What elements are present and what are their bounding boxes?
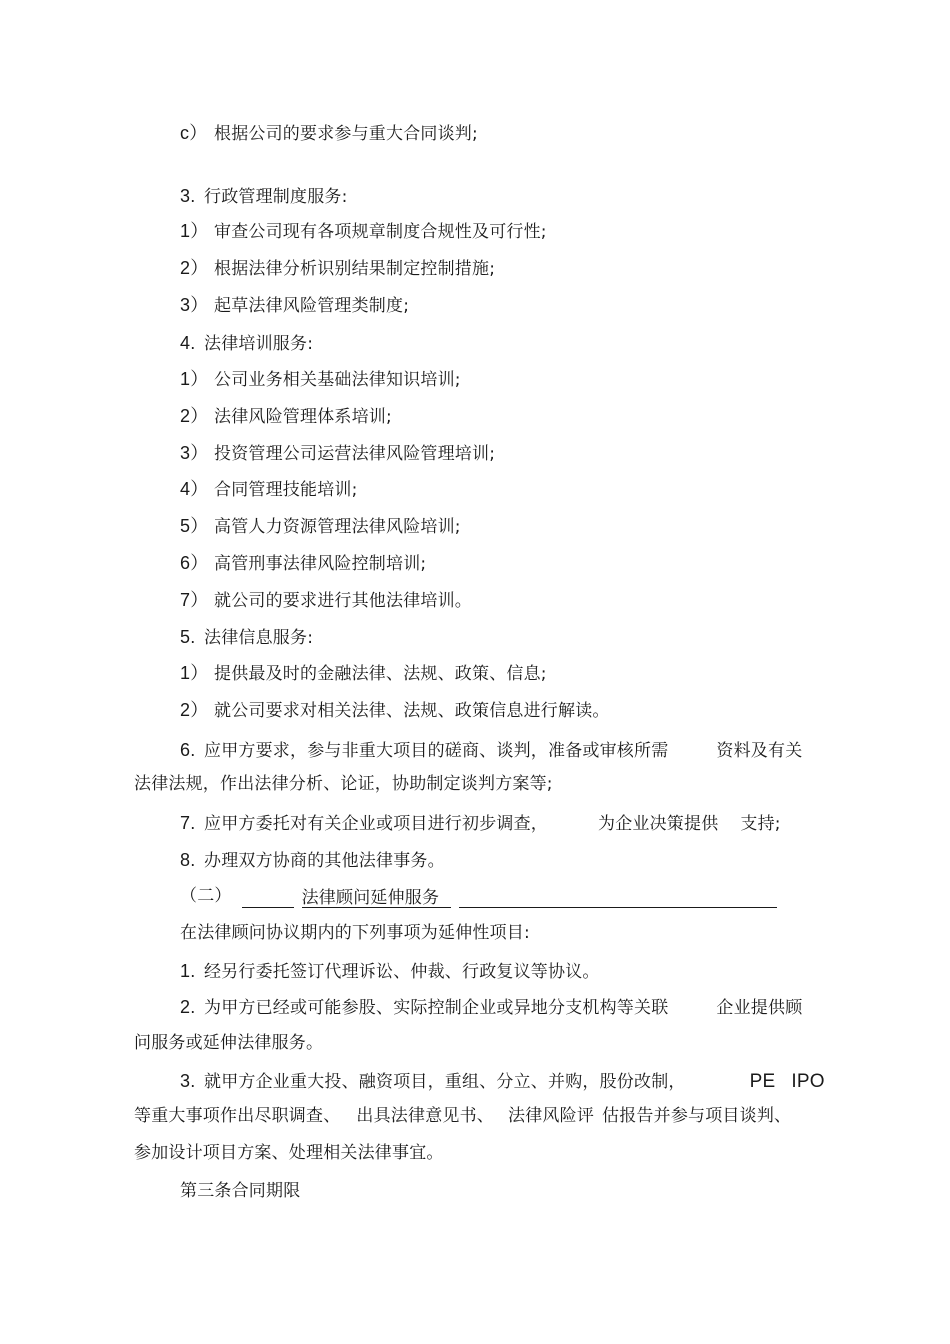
item-text: 经另行委托签订代理诉讼、仲裁、行政复议等协议。 [204,962,600,982]
item-text-wrap: 估报告并参与项目谈判、 [602,1106,792,1126]
section-5-heading [180,625,313,650]
blank-underline [242,886,294,908]
item-number: 6） [180,553,209,573]
section-4-item-2 [180,404,392,429]
section-3-heading [180,184,348,209]
item-number: 2） [180,258,209,278]
section-5-item-1 [180,661,547,686]
section-number: 6. [180,740,196,760]
item-number: 3） [180,295,209,315]
item-number: 1） [180,369,209,389]
item-text-cont: 企业提供顾 [716,998,803,1018]
section-text-cont: 为企业决策提供 [598,814,719,834]
section-3-item-3 [180,293,409,318]
item-c [180,121,478,146]
item-text: 审查公司现有各项规章制度合规性及可行性; [214,222,547,242]
article-title: 第三条合同期限 [180,1181,301,1201]
extension-item-2-line-2 [134,1031,323,1055]
subsection-2-heading [180,884,777,908]
section-4-item-6 [180,551,426,576]
item-number: 3. [180,1071,196,1091]
section-3-item-1 [180,219,547,244]
section-number: 7. [180,813,196,833]
extension-item-3-line-3 [134,1141,444,1165]
item-text: 提供最及时的金融法律、法规、政策、信息; [214,664,547,684]
article-3-heading [180,1179,300,1203]
item-text-wrap: 问服务或延伸法律服务。 [134,1033,324,1053]
intro-text: 在法律顾问协议期内的下列事项为延伸性项目: [180,923,530,943]
section-text: 应甲方要求，参与非重大项目的磋商、谈判，准备或审核所需 [204,741,669,761]
section-title: 行政管理制度服务: [204,187,348,207]
section-4-item-1 [180,367,461,392]
item-number: 2. [180,997,196,1017]
section-number: 3. [180,186,196,206]
section-8 [180,848,445,873]
section-4-item-7 [180,588,472,613]
item-text: 公司业务相关基础法律知识培训; [214,370,461,390]
section-4-heading [180,331,313,356]
section-5-item-2 [180,698,610,723]
item-text: 根据法律分析识别结果制定控制措施; [214,259,496,279]
subsection-label: （二） [180,886,232,906]
abbr-ipo: IPO [791,1071,825,1092]
section-text-wrap: 法律法规，作出法律分析、论证，协助制定谈判方案等; [134,774,553,794]
item-text-wrap: 参加设计项目方案、处理相关法律事宜。 [134,1143,444,1163]
item-number: c） [180,123,208,143]
section-title: 法律信息服务: [204,628,314,648]
section-text: 应甲方委托对有关企业或项目进行初步调查， [204,814,548,834]
item-text: 法律风险管理体系培训; [214,407,392,427]
item-number: 5） [180,516,209,536]
item-text: 高管刑事法律风险控制培训; [214,554,427,574]
section-4-item-5 [180,514,461,539]
section-4-item-4 [180,477,358,502]
item-text: 为甲方已经或可能参股、实际控制企业或异地分支机构等关联 [204,998,669,1018]
section-number: 8. [180,850,196,870]
extension-item-1 [180,959,600,984]
section-number: 4. [180,333,196,353]
abbr-pe: PE [749,1071,776,1092]
item-text: 就公司的要求进行其他法律培训。 [214,591,472,611]
subsection-title: 法律顾问延伸服务 [302,886,452,908]
extension-item-2-line-1 [180,995,802,1020]
item-number: 1） [180,221,209,241]
item-number: 3） [180,443,209,463]
item-text: 投资管理公司运营法律风险管理培训; [214,444,496,464]
item-text: 就公司要求对相关法律、法规、政策信息进行解读。 [214,701,610,721]
item-text-wrap: 法律风险评 [508,1106,595,1126]
item-number: 4） [180,479,209,499]
item-number: 1. [180,961,196,981]
section-7 [180,811,781,836]
section-text-end: 支持; [740,814,781,834]
extension-item-3-line-2 [134,1104,791,1128]
section-6-line-2 [134,772,553,796]
extension-intro [180,921,530,945]
item-text: 高管人力资源管理法律风险培训; [214,517,461,537]
item-text: 合同管理技能培训; [214,480,358,500]
section-text-cont: 资料及有关 [716,741,803,761]
section-title: 法律培训服务: [204,334,314,354]
item-number: 2） [180,406,209,426]
item-text: 起草法律风险管理类制度; [214,296,410,316]
item-text-wrap: 出具法律意见书、 [356,1106,495,1126]
section-3-item-2 [180,256,495,281]
section-6-line-1 [180,738,802,763]
section-text: 办理双方协商的其他法律事务。 [204,851,445,871]
item-number: 7） [180,590,209,610]
blank-underline [459,886,777,908]
extension-item-3-line-1 [180,1069,825,1094]
item-text: 就甲方企业重大投、融资项目，重组、分立、并购，股份改制， [204,1072,686,1092]
item-number: 2） [180,700,209,720]
item-text: 根据公司的要求参与重大合同谈判; [214,124,478,144]
item-number: 1） [180,663,209,683]
item-text-wrap: 等重大事项作出尽职调查、 [134,1106,341,1126]
section-4-item-3 [180,441,495,466]
section-number: 5. [180,627,196,647]
